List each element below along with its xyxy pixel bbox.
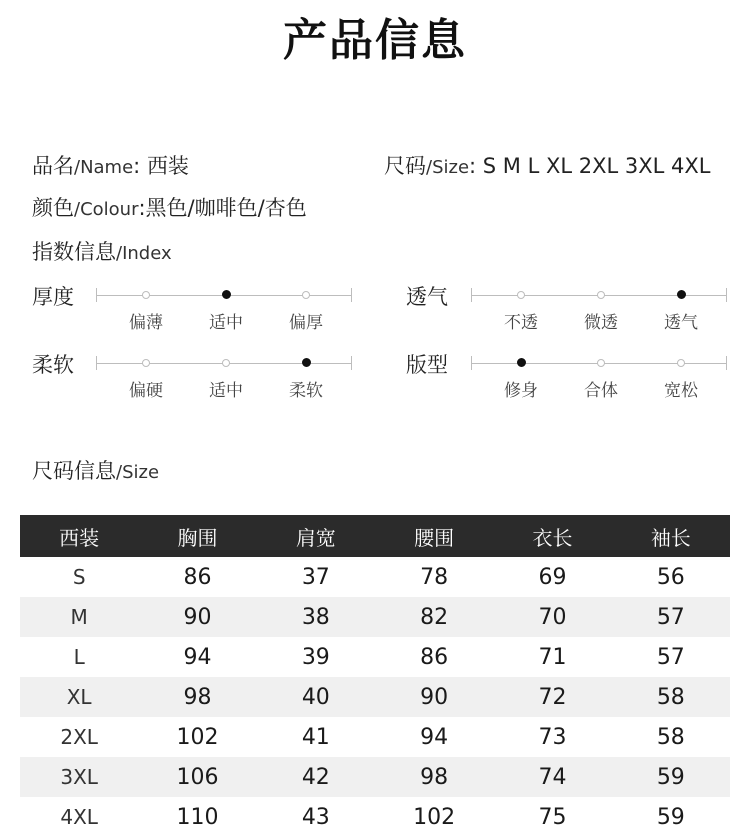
index-label: 指数信息 [32, 240, 116, 264]
softness-scale [96, 354, 352, 414]
scale-dot [142, 291, 150, 299]
measurement-cell: 42 [257, 757, 375, 797]
size-section-heading [32, 455, 159, 485]
colour-value: 黑色/咖啡色/杏色 [145, 196, 307, 220]
scale-dot [142, 359, 150, 367]
table-row [20, 717, 730, 757]
measurement-cell: 106 [138, 757, 256, 797]
measurement-cell: 86 [183, 564, 212, 590]
measurement-cell: 90 [138, 597, 256, 637]
scale-dot [597, 359, 605, 367]
scale-end-cap [96, 356, 97, 370]
scale-option-label: 不透 [504, 313, 538, 333]
measurement-cell: 39 [301, 644, 330, 670]
measurement-cell: 59 [612, 757, 730, 797]
size-cell: 4XL [60, 805, 98, 829]
size-section-label: 尺码信息 [32, 459, 116, 483]
measurement-cell: 41 [301, 724, 330, 750]
breathability-label: 透气 [406, 285, 448, 309]
scale-option-label: 偏厚 [289, 313, 323, 333]
table-row [20, 557, 730, 597]
scale-option-label: 适中 [209, 381, 243, 401]
measurement-cell: 86 [420, 644, 449, 670]
size-cell: XL [20, 677, 138, 717]
product-name-line [32, 150, 189, 180]
measurement-cell: 58 [612, 677, 730, 717]
scale-end-cap [96, 288, 97, 302]
measurement-cell: 70 [493, 597, 611, 637]
measurement-cell: 37 [301, 564, 330, 590]
scale-option-label: 合体 [584, 381, 618, 401]
size-table-header-cell: 胸围 [138, 515, 256, 557]
size-table-header-cell: 袖长 [612, 515, 730, 557]
size-cell: 2XL [60, 725, 98, 749]
scale-option-label: 适中 [209, 313, 243, 333]
product-colour-line [32, 192, 307, 222]
size-cell: S [72, 565, 86, 589]
scale-end-cap [351, 356, 352, 370]
size-section-en-label: /Size [116, 462, 160, 483]
scale-option-label: 偏薄 [129, 313, 163, 333]
scale-dot [517, 291, 525, 299]
scale-option-label: 透气 [664, 313, 698, 333]
index-heading [32, 236, 172, 266]
index-en-label: /Index [116, 243, 172, 264]
scale-dot [597, 291, 605, 299]
measurement-cell: 69 [538, 564, 567, 590]
measurement-cell: 38 [257, 597, 375, 637]
scale-end-cap [471, 288, 472, 302]
table-row [20, 677, 730, 717]
table-row [20, 797, 730, 837]
measurement-cell: 59 [656, 804, 685, 830]
measurement-cell: 110 [176, 804, 219, 830]
scale-option-label: 微透 [584, 313, 618, 333]
size-table [20, 515, 730, 837]
size-table-header-cell: 衣长 [493, 515, 611, 557]
measurement-cell: 57 [656, 644, 685, 670]
scale-end-cap [726, 288, 727, 302]
measurement-cell: 94 [183, 644, 212, 670]
thickness-scale [96, 286, 352, 346]
size-table-header-row [20, 515, 730, 557]
softness-label: 柔软 [32, 353, 74, 377]
measurement-cell: 90 [375, 677, 493, 717]
scale-dot-selected [302, 358, 311, 367]
measurement-cell: 74 [493, 757, 611, 797]
name-label: 品名 [32, 154, 74, 178]
measurement-cell: 102 [176, 724, 219, 750]
size-cell: L [73, 645, 85, 669]
scale-option-label: 修身 [504, 381, 538, 401]
size-table-header-cell: 肩宽 [257, 515, 375, 557]
breathability-scale [471, 286, 727, 346]
size-cell: 3XL [20, 757, 138, 797]
fit-label: 版型 [406, 353, 448, 377]
measurement-cell: 71 [538, 644, 567, 670]
table-row [20, 757, 730, 797]
colour-separator: : [138, 196, 146, 220]
measurement-cell: 82 [375, 597, 493, 637]
scale-dot [302, 291, 310, 299]
name-en-label: /Name [74, 157, 134, 178]
measurement-cell: 57 [612, 597, 730, 637]
colour-en-label: /Colour [74, 199, 139, 220]
measurement-cell: 56 [656, 564, 685, 590]
measurement-cell: 40 [257, 677, 375, 717]
scale-end-cap [351, 288, 352, 302]
fit-scale [471, 354, 727, 414]
measurement-cell: 43 [301, 804, 330, 830]
measurement-cell: 94 [420, 724, 449, 750]
measurement-cell: 75 [538, 804, 567, 830]
colour-label: 颜色 [32, 196, 74, 220]
name-value: 西装 [146, 154, 189, 178]
measurement-cell: 102 [413, 804, 456, 830]
table-row [20, 637, 730, 677]
scale-dot [222, 359, 230, 367]
product-size-line [384, 150, 710, 180]
scale-option-label: 柔软 [289, 381, 323, 401]
name-separator: : [133, 154, 141, 178]
size-value: S M L XL 2XL 3XL 4XL [482, 154, 711, 178]
measurement-cell: 98 [375, 757, 493, 797]
thickness-label: 厚度 [32, 285, 74, 309]
size-label: 尺码 [384, 154, 426, 178]
size-table-header-cell: 西装 [20, 515, 138, 557]
page-title: 产品信息 [283, 15, 467, 66]
measurement-cell: 98 [138, 677, 256, 717]
scale-dot-selected [222, 290, 231, 299]
scale-dot [677, 359, 685, 367]
size-cell: M [20, 597, 138, 637]
measurement-cell: 78 [420, 564, 449, 590]
table-row [20, 597, 730, 637]
scale-option-label: 宽松 [664, 381, 698, 401]
measurement-cell: 58 [656, 724, 685, 750]
measurement-cell: 73 [538, 724, 567, 750]
size-table-header-cell: 腰围 [375, 515, 493, 557]
scale-end-cap [471, 356, 472, 370]
scale-option-label: 偏硬 [129, 381, 163, 401]
size-separator: : [469, 154, 477, 178]
size-en-label: /Size [426, 157, 470, 178]
scale-dot-selected [677, 290, 686, 299]
scale-dot-selected [517, 358, 526, 367]
scale-end-cap [726, 356, 727, 370]
measurement-cell: 72 [493, 677, 611, 717]
